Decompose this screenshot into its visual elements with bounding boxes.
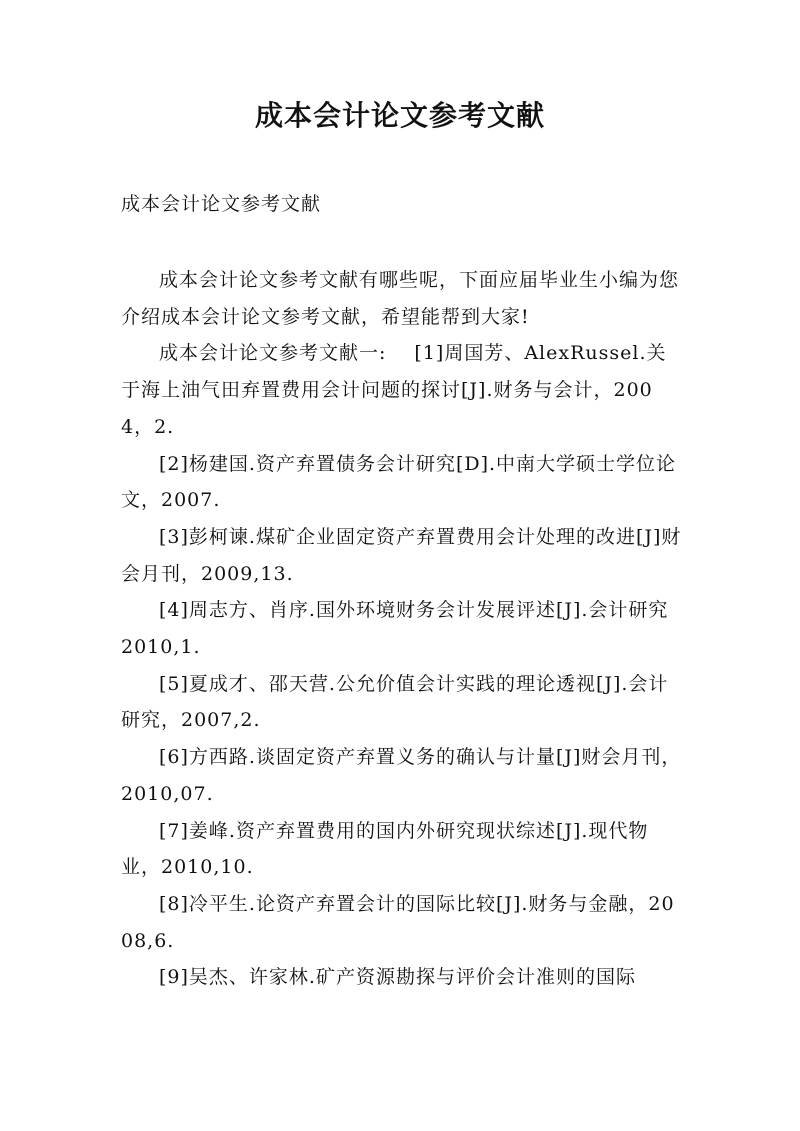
reference-paragraph-1 (121, 335, 683, 445)
document-subtitle: 成本会计论文参考文献 (121, 193, 322, 215)
reference-item-3: [3]彭柯谏.煤矿企业固定资产弃置费用会计处理的改进[J]财会月刊，2009,13. (121, 525, 682, 585)
reference-item-9: [9]吴杰、许家林.矿产资源勘探与评价会计准则的国际 (159, 966, 636, 989)
reference-item-1: [1]周国芳、AlexRussel.关于海上油气田弃置费用会计问题的探讨[J].财务与会计，2004，2. (121, 342, 667, 438)
intro-paragraph: 成本会计论文参考文献有哪些呢，下面应届毕业生小编为您介绍成本会计论文参考文献，希望能帮到大家! (121, 269, 680, 328)
reference-item-6: [6]方西路.谈固定资产弃置义务的确认与计量[J]财会月刊，2010,07. (121, 746, 682, 805)
reference-item-8: [8]冷平生.论资产弃置会计的国际比较[J].财务与金融，2008,6. (121, 892, 675, 952)
reference-item-7: [7]姜峰.资产弃置费用的国内外研究现状综述[J].现代物业，2010,10. (121, 819, 649, 879)
document-title: 成本会计论文参考文献 (254, 99, 545, 132)
reference-item-4: [4]周志方、肖序.国外环境财务会计发展评述[J].会计研究 2010,1. (121, 599, 669, 659)
section-heading: 成本会计论文参考文献一: (159, 342, 387, 365)
document-body (121, 262, 683, 996)
reference-item-5: [5]夏成才、邵天营.公允价值会计实践的理论透视[J].会计研究，2007,2. (121, 672, 669, 732)
reference-item-2: [2]杨建国.资产弃置债务会计研究[D].中南大学硕士学位论文，2007. (121, 452, 677, 512)
